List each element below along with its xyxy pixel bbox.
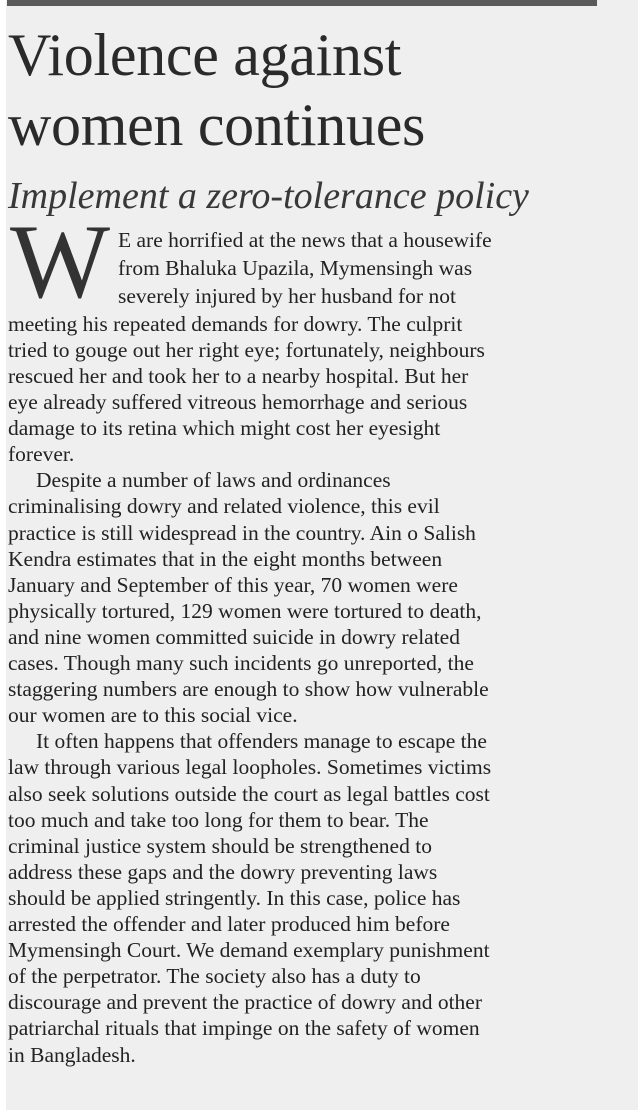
body-line: forever. [8, 442, 75, 466]
top-rule [7, 0, 597, 6]
body-line: address these gaps and the dowry preventing laws [8, 860, 438, 884]
headline-line-1: Violence against [8, 22, 402, 88]
body-line: of the perpetrator. The society also has a duty to [8, 964, 421, 988]
body-line: arrested the offender and later produced him before [8, 912, 450, 936]
body-line: cases. Though many such incidents go unreported, the [8, 651, 474, 675]
body-line: physically tortured, 129 women were tortured to death, [8, 599, 482, 623]
body-line: tried to gouge out her right eye; fortunately, neighbours [8, 338, 485, 362]
body-line: Kendra estimates that in the eight months between [8, 547, 443, 571]
body-line: criminalising dowry and related violence, this evil [8, 494, 440, 518]
body-line: and nine women committed suicide in dowry related [8, 625, 460, 649]
body-line: practice is still widespread in the country. Ain o Salish [8, 521, 476, 545]
drop-cap: W [10, 203, 111, 320]
body-line: should be applied stringently. In this case, police has [8, 886, 461, 910]
body-line: in Bangladesh. [8, 1043, 136, 1067]
body-line: also seek solutions outside the court as legal battles cost [8, 782, 490, 806]
subheadline: Implement a zero-tolerance policy [8, 175, 529, 217]
body-line: criminal justice system should be strengthened to [8, 834, 432, 858]
headline [8, 20, 608, 160]
body-line: meeting his repeated demands for dowry. The culprit [8, 312, 463, 336]
body-line: our women are to this social vice. [8, 703, 298, 727]
body-line: discourage and prevent the practice of dowry and other [8, 990, 482, 1014]
body-line: severely injured by her husband for not [118, 284, 456, 308]
body-line: It often happens that offenders manage to escape the [36, 729, 487, 753]
left-margin-strip [0, 0, 6, 1110]
body-line: Mymensingh Court. We demand exemplary punishment [8, 938, 490, 962]
body-line: from Bhaluka Upazila, Mymensingh was [118, 256, 473, 280]
body-line: damage to its retina which might cost her eyesight [8, 416, 441, 440]
body-line: patriarchal rituals that impinge on the safety of women [8, 1016, 480, 1040]
headline-line-2: women continues [8, 92, 426, 158]
body-line: eye already suffered vitreous hemorrhage and serious [8, 390, 468, 414]
body-line: E are horrified at the news that a housewife [118, 228, 492, 252]
body-line: law through various legal loopholes. Sometimes victims [8, 755, 492, 779]
body-line: staggering numbers are enough to show how vulnerable [8, 677, 489, 701]
body-line: January and September of this year, 70 women were [8, 573, 458, 597]
body-line: too much and take too long for them to bear. The [8, 808, 429, 832]
body-line: rescued her and took her to a nearby hospital. But her [8, 364, 469, 388]
body-line: Despite a number of laws and ordinances [36, 468, 391, 492]
